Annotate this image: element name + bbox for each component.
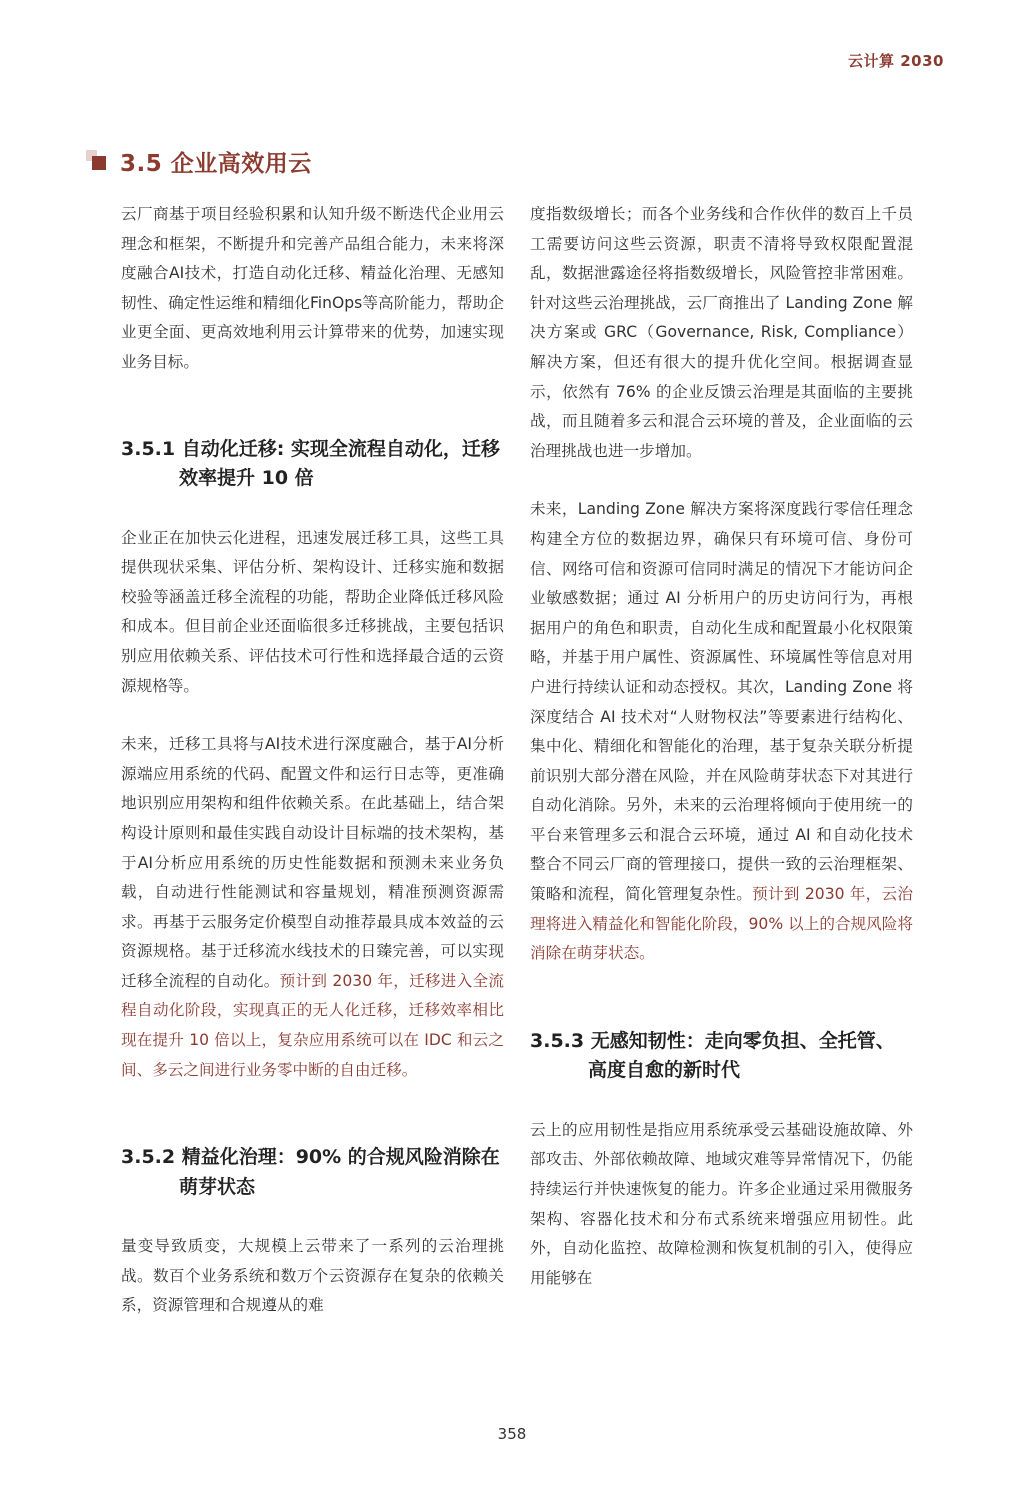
subsection-3-5-2-title: 3.5.2 精益化治理：90% 的合规风险消除在萌芽状态 [121,1146,500,1198]
resilience-paragraph-1: 云上的应用韧性是指应用系统承受云基础设施故障、外部攻击、外部依赖故障、地域灾难等异常情况下，仍能持续运行并快速恢复的能力。许多企业通过采用微服务架构、容器化技术和分布式系统来增强应用韧性。此外，自动化监控、故障检测和恢复机制的引入，使得应用能够在 [530,1120,913,1287]
right-column [530,200,913,1293]
header-title: 云计算 2030 [848,52,944,70]
migration-forecast-highlight: 预计到 2030 年，迁移进入全流程自动化阶段，实现真正的无人化迁移，迁移效率相比现在提升 10 倍以上，复杂应用系统可以在 IDC 和云之间、多云之间进行业务零中断的自由迁移。 [121,971,504,1079]
subsection-3-5-3-title: 3.5.3 无感知韧性：走向零负担、全托管、高度自愈的新时代 [530,1029,895,1082]
migration-paragraph-2-text: 未来，迁移工具将与AI技术进行深度融合，基于AI分析源端应用系统的代码、配置文件和运行日志等，更准确地识别应用架构和组件依赖关系。在此基础上，结合架构设计原则和最佳实践自动设计目标端的技术架构，基于AI分析应用系统的历史性能数据和预测未来业务负载，自动进行性能测试和容量规划，精准预测资源需求。再基于云服务定价模型自动推荐最具成本效益的云资源规格。基于迁移流水线技术的日臻完善，可以实现迁移全流程的自动化。 [121,735,504,990]
governance-paragraph-2-text: 未来，Landing Zone 解决方案将深度践行零信任理念构建全方位的数据边界，确保只有环境可信、身份可信、网络可信和资源可信同时满足的情况下才能访问企业敏感数据；通过 AI 分析用户的历史访问行为，再根据用户的角色和职责，自动化生成和配置最小化权限策略，并基于用户属性、资源属性、环境属性等信息对用户进行持续认证和动态授权。其次，Landing Zone 将深度结合 AI 技术对“人财物权法”等要素进行结构化、集中化、精细化和智能化的治理，基于复杂关联分析提前识别大部分潜在风险，并在风险萌芽状态下对其进行自动化消除。另外，未来的云治理将倾向于使用统一的平台来管理多云和混合云环境，通过 AI 和自动化技术整合不同云厂商的管理接口，提供一致的云治理框架、策略和流程，简化管理复杂性。 [530,500,913,904]
left-column [121,200,504,1321]
intro-paragraph: 云厂商基于项目经验积累和认知升级不断迭代企业用云理念和框架，不断提升和完善产品组合能力，未来将深度融合AI技术，打造自动化迁移、精益化治理、无感知韧性、确定性运维和精细化FinOps等高阶能力，帮助企业更全面、更高效地利用云计算带来的优势，加速实现业务目标。 [121,205,504,371]
governance-paragraph-2 [530,495,913,969]
migration-paragraph-1: 企业正在加快云化进程，迅速发展迁移工具，这些工具提供现状采集、评估分析、架构设计、迁移实施和数据校验等涵盖迁移全流程的功能，帮助企业降低迁移风险和成本。但目前企业还面临很多迁移挑战，主要包括识别应用依赖关系、评估技术可行性和选择最合适的云资源规格等。 [121,528,504,695]
section-square-icon [86,150,108,172]
governance-paragraph-continued: 度指数级增长；而各个业务线和合作伙伴的数百上千员工需要访问这些云资源，职责不清将导致权限配置混乱，数据泄露途径将指数级增长，风险管控非常困难。针对这些云治理挑战，云厂商推出了 Landing Zone 解决方案或 GRC（Governance, Risk, Compliance）解决方案，但还有很大的提升优化空间。根据调查显示，依然有 76% 的企业反馈云治理是其面临的主要挑战，而且随着多云和混合云环境的普及，企业面临的云治理挑战也进一步增加。 [530,205,913,460]
migration-paragraph-2 [121,730,504,1085]
section-title: 3.5 企业高效用云 [120,150,312,177]
subsection-3-5-1-title: 3.5.1 自动化迁移: 实现全流程自动化，迁移效率提升 10 倍 [121,437,500,490]
governance-forecast-highlight: 预计到 2030 年，云治理将进入精益化和智能化阶段，90% 以上的合规风险将消除在萌芽状态。 [530,885,913,963]
page-number: 358 [497,1425,527,1443]
governance-paragraph-1: 量变导致质变，大规模上云带来了一系列的云治理挑战。数百个业务系统和数万个云资源存在复杂的依赖关系，资源管理和合规遵从的难 [121,1237,504,1315]
section-heading [86,143,312,179]
